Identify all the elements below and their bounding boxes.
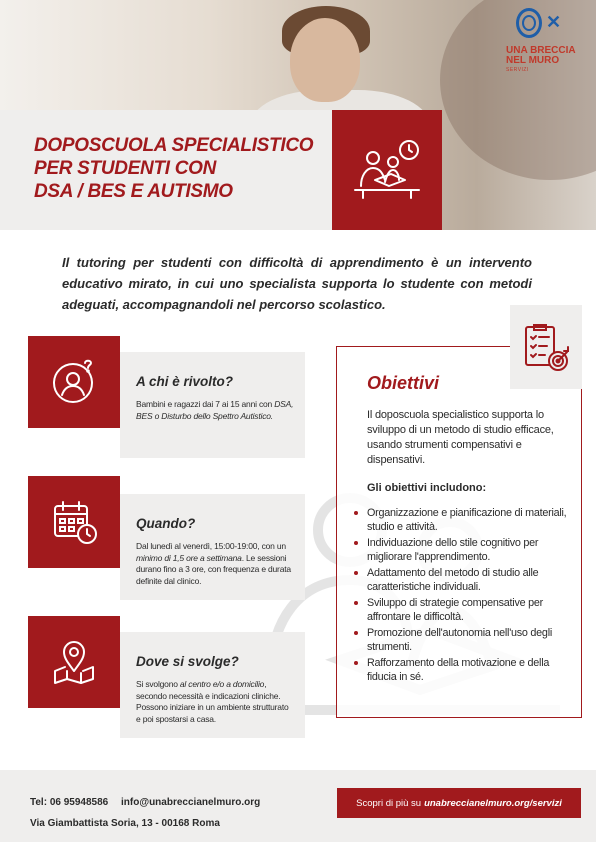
list-item: Promozione dell'autonomia nell'uso degli strumenti. [354,626,569,654]
logo-tagline: SERVIZI [506,67,529,73]
contact-info [30,792,270,834]
brand-logo [506,6,592,78]
checklist-target-icon [510,305,582,389]
student-tutor-clock-icon [332,110,442,230]
objectives-description: Il doposcuola specialistico supporta lo sviluppo di un metodo di studio efficace, usando strumenti compensativi e dispensativi. [367,409,554,466]
objectives-panel [336,346,582,718]
page-title: DOPOSCUOLA SPECIALISTICO PER STUDENTI CON DSA / BES E AUTISMO [34,135,314,202]
map-pin-icon [28,616,120,708]
card-who [120,352,305,458]
logo-name-line1: UNA BRECCIA [506,45,576,56]
logo-name-line2: NEL MURO [506,55,560,66]
title-panel [0,110,332,230]
who-heading: A chi è rivolto? [136,374,234,389]
card-where [120,632,305,738]
when-text: Dal lunedì al venerdì, 15:00-19:00, con un minimo di 1,5 ore a settimana. Le sessioni durano fino a 3 ore, con frequenza e durata definite dal clinico. [136,541,291,586]
address-text: Via Giambattista Soria, 13 - 00168 Roma [30,818,220,829]
intro-text: Il tutoring per studenti con difficoltà di apprendimento è un intervento educativo mirato, in cui uno specialista supporta lo studente con metodi adeguati, accompagnandoli nel percorso scolastico. [62,255,532,312]
logo-mark-icon: ✕ [506,6,566,46]
where-heading: Dove si svolge? [136,654,239,669]
calendar-clock-icon [28,476,120,568]
objectives-heading: Obiettivi [367,373,440,393]
person-question-icon [28,336,120,428]
phone-text: Tel: 06 95948586 [30,797,109,808]
list-item: Adattamento del metodo di studio alle caratteristiche individuali. [354,566,569,594]
list-item: Sviluppo di strategie compensative per affrontare le difficoltà. [354,596,569,624]
objectives-list [367,506,569,684]
footer [0,770,596,842]
objectives-lead: Gli obiettivi includono: [367,482,487,494]
website-link[interactable]: unabreccianelmuro.org/servizi [424,797,562,809]
list-item: Individuazione dello stile cognitivo per migliorare l'apprendimento. [354,536,569,564]
list-item: Rafforzamento della motivazione e della fiducia in sé. [354,656,569,684]
where-text: Si svolgono al centro e/o a domicilio, secondo necessità e indicazioni cliniche. Possono iniziare in un ambiente strutturato e poi spostarsi a casa. [136,679,289,724]
list-item: Organizzazione e pianificazione di materiali, studio e attività. [354,506,569,534]
who-text: Bambini e ragazzi dai 7 ai 15 anni con DSA, BES o Disturbo dello Spettro Autistico. [136,399,294,421]
website-cta-button[interactable]: Scopri di più su unabreccianelmuro.org/servizi [337,788,581,818]
card-when [120,494,305,600]
email-link[interactable]: info@unabreccianelmuro.org [121,797,261,808]
when-heading: Quando? [136,516,196,531]
